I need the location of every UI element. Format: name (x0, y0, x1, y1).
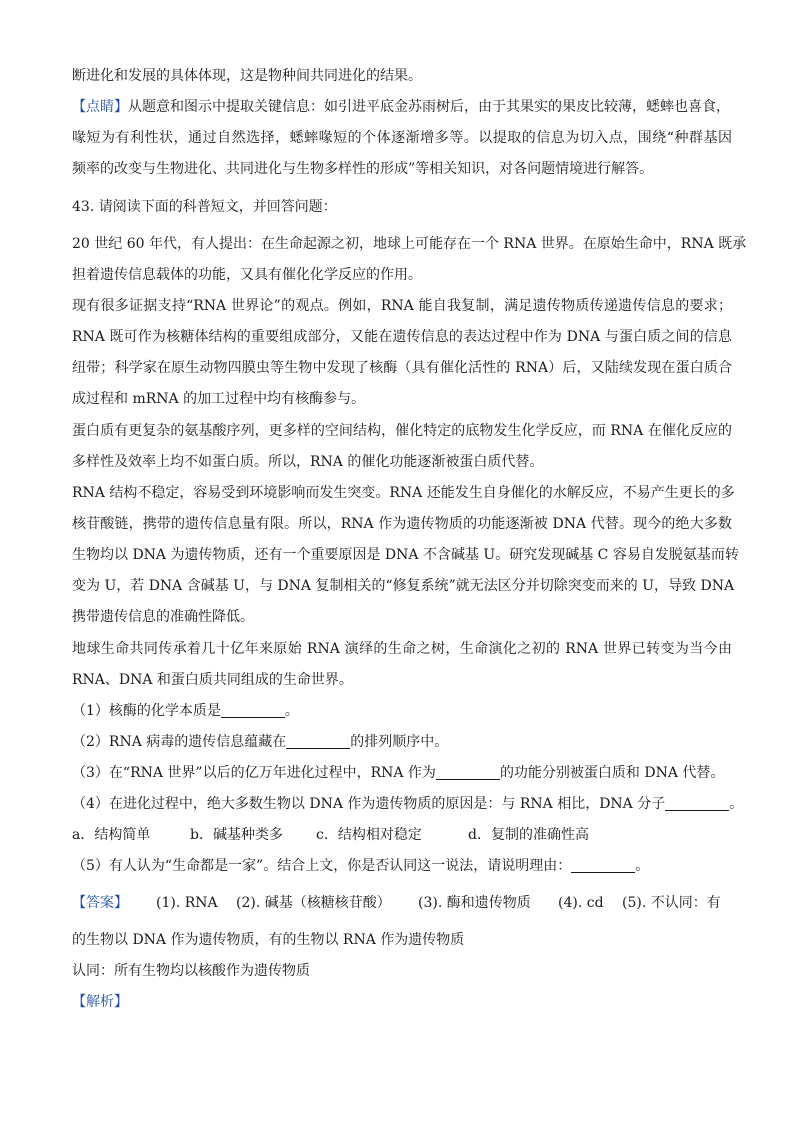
text-line: 20 世纪 60 年代，有人提出：在生命起源之初，地球上可能存在一个 RNA 世界。在原始生命中，RNA 既承 (72, 236, 747, 252)
key-point-line (72, 97, 732, 117)
answer-blank (665, 796, 729, 811)
question-text: 。 (635, 858, 650, 874)
text-line: 生物均以 DNA 为遗传物质，还有一个重要原因是 DNA 不含碱基 U。研究发现碱基 C 容易自发脱氨基而转 (72, 547, 739, 563)
answer-blank (436, 765, 500, 780)
sub-question-1 (72, 701, 732, 721)
question-text: （3）在“RNA 世界”以后的亿万年进化过程中，RNA 作为 (72, 765, 436, 781)
text-line: RNA 既可作为核糖体结构的重要组成部分，又能在遗传信息的表达过程中作为 DNA 与蛋白质之间的信息 (72, 329, 732, 345)
text-line: 喙短为有利性状，通过自然选择，蟋蟀喙短的个体逐渐增多等。以提取的信息为切入点，围绕“种群基因 (72, 130, 732, 146)
question-text: 。 (729, 796, 744, 812)
answer-5-cont: 的生物以 DNA 作为遗传物质，有的生物以 RNA 作为遗传物质 (72, 932, 465, 948)
text-line: 变为 U，若 DNA 含碱基 U，与 DNA 复制相关的“修复系统”就无法区分并切除突变而来的 U，导致 DNA (72, 578, 735, 594)
question-text: 的功能分别被蛋白质和 DNA 代替。 (499, 765, 725, 781)
text-line: 担着遗传信息载体的功能，又具有催化化学反应的作用。 (72, 267, 422, 283)
question-text: （4）在进化过程中，绝大多数生物以 DNA 作为遗传物质的原因是：与 RNA 相比，DNA 分子 (72, 796, 666, 812)
answer-2: (2). 碱基（核糖核苷酸） (236, 895, 391, 911)
answer-3: (3). 酶和遗传物质 (418, 895, 531, 911)
answer-blank (571, 858, 635, 873)
text-line: 成过程和 mRNA 的加工过程中均有核酶参与。 (72, 391, 366, 407)
answer-tag: 【答案】 (72, 895, 128, 911)
answer-blank (286, 734, 350, 749)
answer-5-alt: 认同：所有生物均以核酸作为遗传物质 (72, 963, 310, 979)
text-line: 核苷酸链，携带的遗传信息量有限。所以，RNA 作为遗传物质的功能逐渐被 DNA 代替。现今的绝大多数 (72, 516, 732, 532)
option-a: a．结构简单 (72, 827, 151, 843)
text-line: RNA 结构不稳定，容易受到环境影响而发生突变。RNA 还能发生自身催化的水解反应，不易产生更长的多 (72, 485, 735, 501)
text-segment: 从题意和图示中提取关键信息：如引进平底金苏雨树后，由于其果实的果皮比较薄，蟋蟀也喜食， (128, 99, 730, 115)
answer-blank (221, 703, 285, 718)
option-c: c．结构相对稳定 (316, 827, 422, 843)
key-point-tag: 【点睛】 (72, 99, 128, 115)
text-line: 纽带；科学家在原生动物四膜虫等生物中发现了核酶（具有催化活性的 RNA）后，又陆续发现在蛋白质合 (72, 360, 732, 376)
question-text: 。 (284, 703, 299, 719)
question-text: （2）RNA 病毒的遗传信息蕴藏在 (72, 734, 287, 750)
text-line: 多样性及效率上均不如蛋白质。所以，RNA 的催化功能逐渐被蛋白质代替。 (72, 454, 544, 470)
question-text: （1）核酶的化学本质是 (72, 703, 221, 719)
question-text: （5）有人认为“生命都是一家”。结合上文，你是否认同这一说法，请说明理由： (72, 858, 572, 874)
sub-question-4 (72, 794, 744, 814)
sub-question-3 (72, 763, 732, 783)
option-b: b．碱基种类多 (190, 827, 283, 843)
answer-4: (4). cd (558, 895, 604, 911)
text-line: 携带遗传信息的准确性降低。 (72, 609, 254, 625)
text-line: 现有很多证据支持“RNA 世界论”的观点。例如，RNA 能自我复制，满足遗传物质传递遗传信息的要求； (72, 298, 732, 314)
answer-5: (5). 不认同：有 (622, 895, 721, 911)
sub-question-2 (72, 732, 732, 752)
sub-question-5 (72, 856, 732, 876)
text-line: 地球生命共同传承着几十亿年来原始 RNA 演绎的生命之树，生命演化之初的 RNA 世界已转变为当今由 (72, 641, 732, 657)
analysis-tag: 【解析】 (72, 994, 128, 1010)
question-text: 的排列顺序中。 (350, 734, 449, 750)
answer-1: (1). RNA (156, 895, 218, 911)
text-line: 断进化和发展的具体体现，这是物种间共同进化的结果。 (72, 68, 422, 84)
text-line: 频率的改变与生物进化、共同进化与生物多样性的形成”等相关知识，对各问题情境进行解答。 (72, 161, 654, 177)
text-line: 蛋白质有更复杂的氨基酸序列，更多样的空间结构，催化特定的底物发生化学反应，而 RNA 在催化反应的 (72, 423, 732, 439)
option-d: d．复制的准确性高 (468, 827, 589, 843)
question-title: 43. 请阅读下面的科普短文，并回答问题： (72, 199, 337, 215)
text-line: RNA、DNA 和蛋白质共同组成的生命世界。 (72, 672, 353, 688)
